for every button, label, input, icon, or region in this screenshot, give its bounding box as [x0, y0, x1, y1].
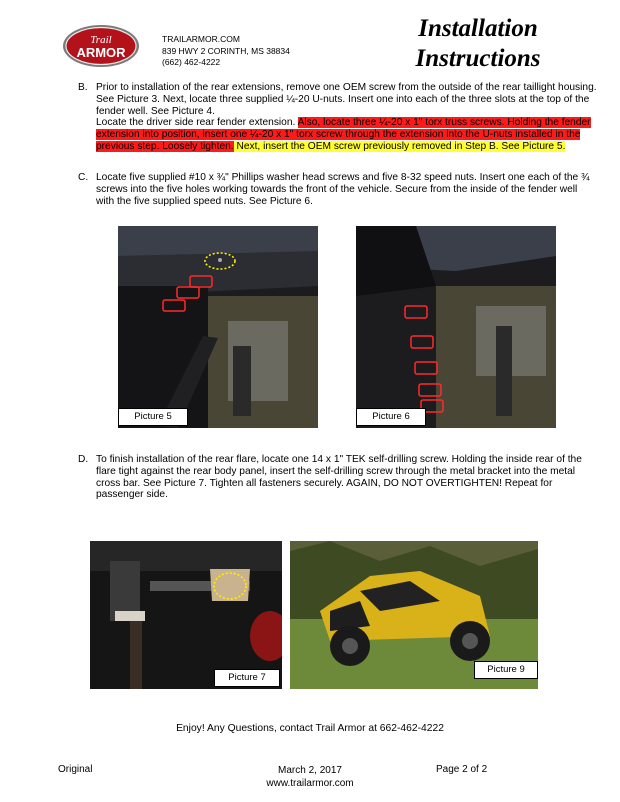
footer-left: Original [58, 764, 93, 775]
company-name: TRAILARMOR.COM [162, 34, 240, 44]
footer-center [0, 764, 620, 790]
picture-6-photo [356, 226, 556, 428]
picture-7-caption: Picture 7 [214, 669, 280, 687]
step-b [78, 82, 598, 153]
step-b-text-2: Locate the driver side rear fender extension. [96, 117, 298, 129]
page-number: Page 2 of 2 [436, 764, 488, 775]
title-line-2: Instructions [415, 45, 541, 72]
picture-9-caption: Picture 9 [474, 661, 538, 679]
footer-website: www.trailarmor.com [266, 778, 354, 789]
footer-date: March 2, 2017 [278, 765, 342, 776]
picture-5-photo [118, 226, 318, 428]
step-c [78, 172, 598, 207]
step-c-text: Locate five supplied #10 x ¾" Phillips washer head screws and five 8-32 speed nuts. Insert one each of the ¾ screws into the five holes working towards the front of the vehicle. Secure from the inside of the fender well with the five supplied speed nuts. See Picture 6. [96, 172, 590, 207]
picture-7-photo [90, 541, 282, 689]
step-d [78, 454, 598, 501]
picture-5-caption: Picture 5 [118, 408, 188, 426]
company-address: 839 HWY 2 CORINTH, MS 38834 [162, 45, 290, 56]
step-c-label: C. [78, 172, 89, 183]
logo-text-bottom: ARMOR [76, 45, 126, 60]
logo-text-top: Trail [90, 34, 112, 46]
title-line-1: Installation [418, 15, 538, 42]
document-title [378, 14, 578, 74]
step-b-yellow-highlight: Next, insert the OEM screw previously removed in Step B. See Picture 5. [233, 140, 566, 152]
trail-armor-logo [62, 24, 140, 68]
company-phone: (662) 462-4222 [162, 57, 221, 67]
step-d-text: To finish installation of the rear flare, locate one 14 x 1" TEK self-drilling screw. Holding the inside rear of the flare tight against the rear body panel, insert the self-drilling screw through the metal bracket into the metal cross bar. See Picture 7. Tighten all fasteners securely. AGAIN, DO NOT OVERTIGHTEN! Repeat for passenger side. [96, 454, 582, 501]
step-b-label: B. [78, 82, 88, 93]
step-b-red-highlight: Also, locate three ¼-20 x 1" torx truss screws. Holding the fender extension into position, insert one ¼-20 x 1" torx screw through the extension into the U-nuts installed in the previous step. Loosely tighten. [96, 117, 591, 152]
company-address-block [162, 34, 290, 69]
step-d-label: D. [78, 454, 89, 465]
picture-6-caption: Picture 6 [356, 408, 426, 426]
closing-message: Enjoy! Any Questions, contact Trail Armor at 662-462-4222 [176, 723, 444, 734]
step-b-text-1: Prior to installation of the rear extensions, remove one OEM screw from the outside of the rear taillight housing. See Picture 3. Next, locate three supplied ¼-20 U-nuts. Insert one into each of the three slots at the top of the fender well. See Picture 4. [96, 82, 597, 117]
picture-9-photo [290, 541, 538, 689]
